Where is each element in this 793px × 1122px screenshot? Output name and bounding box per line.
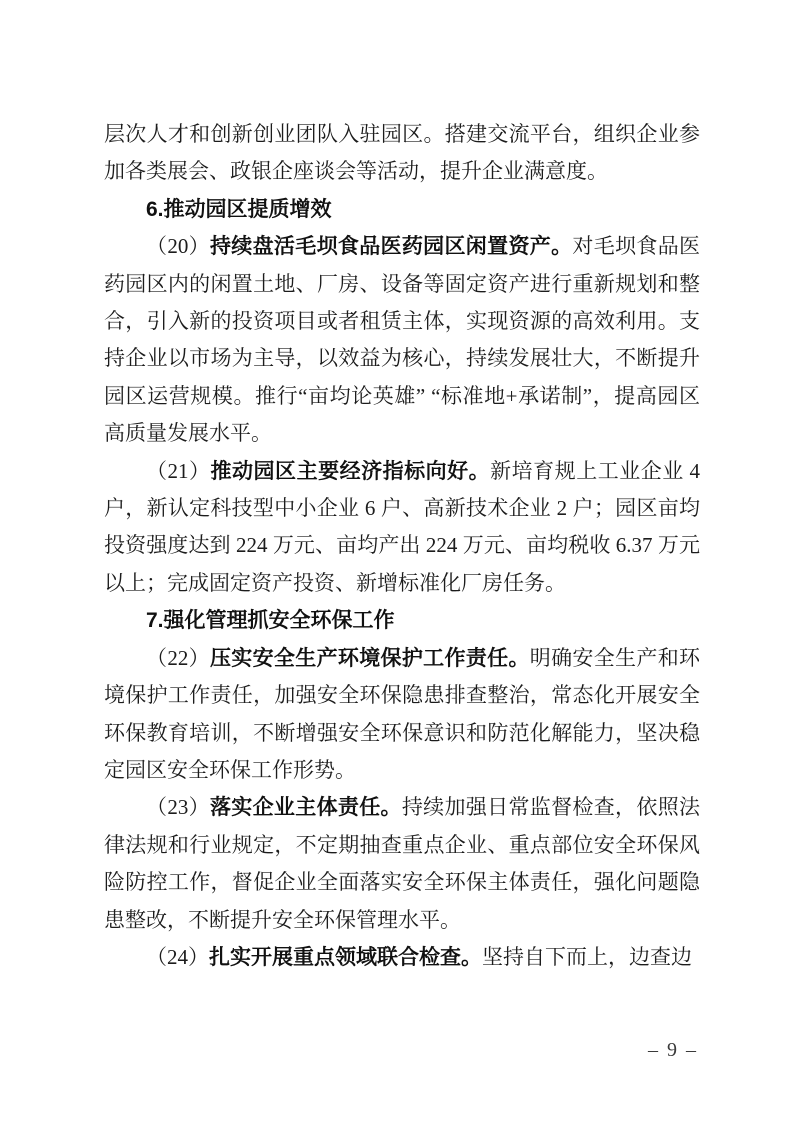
item-body-21: 新培育规上工业企业 4 户，新认定科技型中小企业 6 户、高新技术企业 2 户；园区亩均投资强度达到 224 万元、亩均产出 224 万元、亩均税收 6.37 万元以上；完成固定资产投资、新增标准化厂房任务。: [104, 458, 701, 595]
paragraph-item-23: [104, 789, 700, 939]
item-body-24: 坚持自下而上，边查边: [482, 944, 692, 969]
item-body-22: 明确安全生产和环境保护工作责任，加强安全环保隐患排查整治，常态化开展安全环保教育培训，不断增强安全环保意识和防范化解能力，坚决稳定园区安全环保工作形势。: [104, 645, 701, 782]
paragraph-item-24: [104, 939, 700, 976]
section-heading-7: 7.强化管理抓安全环保工作: [146, 609, 395, 633]
item-title-20: 持续盘活毛坝食品医药园区闲置资产。: [209, 235, 573, 259]
item-title-24: 扎实开展重点领域联合检查。: [209, 945, 482, 969]
document-body: [104, 116, 700, 976]
item-number-23: （23）: [146, 795, 210, 820]
item-body-20: 对毛坝食品医药园区内的闲置土地、厂房、设备等固定资产进行重新规划和整合，引入新的投资项目或者租赁主体，实现资源的高效利用。支持企业以市场为主导，以效益为核心，持续发展壮大，不断提升园区运营规模。推行“亩均论英雄” “标准地+承诺制”，提高园区高质量发展水平。: [104, 234, 701, 446]
item-number-20: （20）: [146, 234, 210, 259]
paragraph-item-22: [104, 640, 700, 790]
item-number-21: （21）: [146, 458, 211, 483]
page-number: – 9 –: [648, 1039, 698, 1061]
paragraph-item-20: [104, 228, 700, 452]
paragraph-continuation: 层次人才和创新创业团队入驻园区。搭建交流平台，组织企业参加各类展会、政银企座谈会等活动，提升企业满意度。: [104, 122, 700, 184]
item-number-24: （24）: [146, 944, 209, 969]
item-number-22: （22）: [146, 645, 210, 670]
item-title-22: 压实安全生产环境保护工作责任。: [209, 646, 530, 670]
section-heading-6: 6.推动园区提质增效: [146, 197, 332, 221]
item-title-21: 推动园区主要经济指标向好。: [210, 459, 491, 483]
item-body-23: 持续加强日常监督检查，依照法律法规和行业规定，不定期抽查重点企业、重点部位安全环保风险防控工作，督促企业全面落实安全环保主体责任，强化问题隐患整改，不断提升安全环保管理水平。: [104, 795, 701, 932]
item-title-23: 落实企业主体责任。: [209, 796, 402, 820]
paragraph-item-21: [104, 453, 700, 603]
